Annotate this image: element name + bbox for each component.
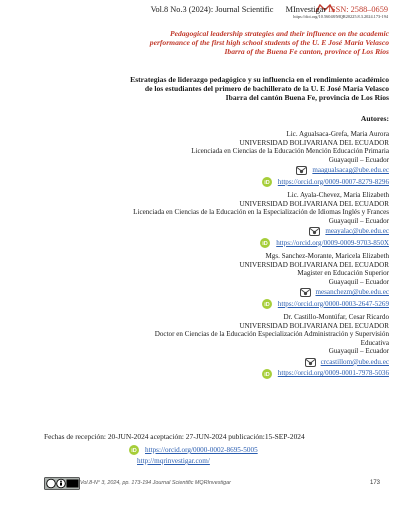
title-english <box>44 29 389 57</box>
svg-text:iD: iD <box>264 302 270 308</box>
author-institution: UNIVERSIDAD BOLIVARIANA DEL ECUADOR <box>239 199 389 208</box>
author-degree: Licenciada en Ciencias de la Educación Mención Educación Primaria <box>191 147 389 155</box>
author-block <box>44 313 389 379</box>
authors-section <box>44 114 389 379</box>
title-english-line: Ibarra of the Buena Fe canton, province of Los Ríos <box>224 47 389 57</box>
email-line <box>44 227 389 236</box>
journal-orcid-link[interactable]: https://orcid.org/0000-0002-8695-5005 <box>145 446 258 454</box>
title-spanish-line: Ibarra del cantón Buena Fe, provincia de Los Ríos <box>225 93 389 103</box>
orcid-line <box>44 238 389 248</box>
author-orcid-link[interactable]: https://orcid.org/0000-0003-2647-5269 <box>277 299 389 308</box>
email-icon <box>305 358 316 367</box>
author-location: Guayaquil – Ecuador <box>328 277 389 286</box>
authors-heading: Autores: <box>360 114 389 123</box>
svg-text:iD: iD <box>131 448 137 454</box>
title-spanish-line: Estrategias de liderazgo pedagógico y su influencia en el rendimiento académico <box>130 75 389 84</box>
email-icon <box>296 166 307 175</box>
email-line <box>44 166 389 175</box>
title-spanish <box>44 75 389 103</box>
journal-header <box>151 6 388 20</box>
author-location: Guayaquil – Ecuador <box>328 347 389 355</box>
author-degree: Licenciada en Ciencias de la Educación en la Especialización de Idiomas Inglés y Frances <box>133 208 389 216</box>
email-line <box>44 288 389 297</box>
orcid-icon <box>262 369 272 379</box>
orcid-icon <box>129 445 139 455</box>
author-degree: Educativa <box>360 338 389 347</box>
author-location: Guayaquil – Ecuador <box>328 155 389 164</box>
email-line <box>44 358 389 367</box>
author-block <box>44 252 389 309</box>
svg-text:iD: iD <box>262 241 268 247</box>
email-icon <box>309 227 320 236</box>
orcid-icon <box>260 238 270 248</box>
journal-orcid-line <box>129 445 258 455</box>
orcid-line <box>44 299 389 309</box>
orcid-line <box>44 369 389 379</box>
author-block <box>44 130 389 187</box>
issn: ISSN: 2588–0659 <box>328 5 388 14</box>
volume-info: Vol.8 No.3 (2024): Journal Scientific <box>150 5 274 14</box>
publication-dates: Fechas de recepción: 20-JUN-2024 aceptación: 27-JUN-2024 publicación:15-SEP-2024 <box>44 432 305 441</box>
author-name: Mgs. Sanchez-Morante, Maricela Elizabeth <box>265 252 389 260</box>
svg-text:iD: iD <box>264 180 270 186</box>
cc-license-icon[interactable] <box>44 477 80 490</box>
orcid-icon <box>262 177 272 187</box>
author-institution: UNIVERSIDAD BOLIVARIANA DEL ECUADOR <box>239 260 389 269</box>
title-english-line: Pedagogical leadership strategies and their influence on the academic <box>170 29 389 38</box>
title-english-line: performance of the first high school students of the U. E José María Velasco <box>149 38 389 48</box>
author-email-link[interactable]: mesanchezm@ube.edu.ec <box>315 288 389 297</box>
journal-url-link[interactable]: http://mqrinvestigar.com/ <box>137 457 210 465</box>
svg-text:iD: iD <box>264 371 270 378</box>
author-email-link[interactable]: crcastillom@ube.edu.ec <box>320 357 389 366</box>
author-block <box>44 191 389 248</box>
doi-link[interactable]: https://doi.org/10.56048/MQR20225.8.3.2024.173-194 <box>293 14 388 20</box>
author-email-link[interactable]: meayalac@ube.edu.ec <box>325 227 389 236</box>
author-degree: Doctor en Ciencias de la Educación Especialización Administración y Supervisión <box>154 330 389 338</box>
page-number: 173 <box>369 480 380 486</box>
author-orcid-link[interactable]: https://orcid.org/0009-0007-8279-8296 <box>277 177 389 186</box>
author-name: Dr. Castillo-Montúfar, Cesar Ricardo <box>283 313 389 321</box>
author-orcid-link[interactable]: https://orcid.org/0009-0009-9703-850X <box>276 238 389 247</box>
author-degree: Magister en Educación Superior <box>297 269 389 277</box>
author-location: Guayaquil – Ecuador <box>328 216 389 225</box>
email-icon <box>300 288 311 297</box>
author-institution: UNIVERSIDAD BOLIVARIANA DEL ECUADOR <box>239 138 389 147</box>
author-orcid-link[interactable]: https://orcid.org/0009-0001-7978-5036 <box>277 369 389 378</box>
orcid-line <box>44 177 389 187</box>
author-email-link[interactable]: maagualsacag@ube.edu.ec <box>312 166 389 175</box>
footer-citation: Vol.8-N° 3, 2024, pp. 173-194 Journal Scientific MQRInvestigar <box>80 480 231 486</box>
author-name: Lic. Ayala-Chevez, Maria Elizabeth <box>287 191 389 199</box>
author-name: Lic. Agualsaca-Grefa, Maria Aurora <box>286 130 389 138</box>
journal-logo-text: MInvestigar <box>285 5 327 14</box>
author-institution: UNIVERSIDAD BOLIVARIANA DEL ECUADOR <box>239 321 389 330</box>
title-spanish-line: de los estudiantes del primero de bachillerato de la U. E José María Velasco <box>144 84 389 94</box>
orcid-icon <box>262 299 272 309</box>
